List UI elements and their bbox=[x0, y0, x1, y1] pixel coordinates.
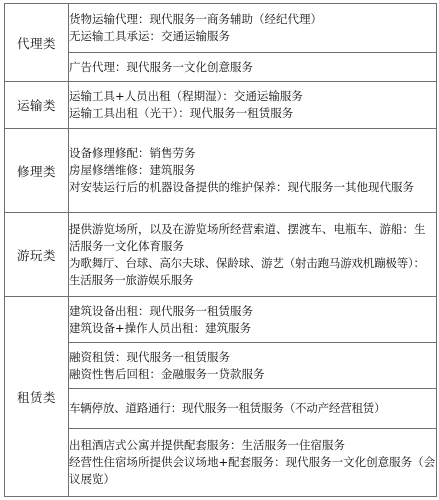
category-cell-recreation: 游玩类 bbox=[5, 213, 69, 297]
table-row bbox=[5, 297, 437, 343]
content-cell bbox=[69, 389, 437, 429]
content-line: 设备修理修配：销售劳务 bbox=[69, 146, 196, 160]
table-row bbox=[5, 82, 437, 129]
category-cell-transport: 运输类 bbox=[5, 82, 69, 129]
content-line: 提供游览场所，以及在游览场所经营索道、摆渡车、电瓶车、游船：生活服务一文化体育服务 bbox=[69, 221, 426, 253]
content-line: 为歌舞厅、台球、高尔夫球、保龄球、游艺（射击跑马游戏机蹦极等）：生活服务一旅游娱乐服务 bbox=[69, 255, 425, 287]
service-classification-table bbox=[4, 3, 437, 497]
table-row bbox=[5, 429, 437, 497]
content-line: 建筑设备+操作人员出租：建筑服务 bbox=[69, 320, 252, 335]
content-line: 出租酒店式公寓并提供配套服务：生活服务一住宿服务 bbox=[69, 438, 345, 452]
table-row bbox=[5, 4, 437, 53]
content-line: 车辆停放、道路通行：现代服务一租赁服务（不动产经营租赁） bbox=[69, 401, 386, 415]
content-line: 经营性住宿场所提供会议场地+配套服务：现代服务一文化创意服务（会议展览） bbox=[69, 455, 436, 486]
content-line: 货物运输代理：现代服务一商务辅助（经纪代理） bbox=[69, 12, 322, 26]
content-cell bbox=[69, 213, 437, 297]
content-line: 建筑设备出租：现代服务一租赁服务 bbox=[69, 303, 253, 318]
content-cell bbox=[69, 4, 437, 53]
content-line: 广告代理：现代服务一文化创意服务 bbox=[69, 59, 253, 74]
content-line: 运输工具出租（光干）：现代服务一租赁服务 bbox=[69, 106, 294, 120]
content-cell bbox=[69, 429, 437, 497]
table-row bbox=[5, 343, 437, 389]
content-line: 无运输工具承运：交通运输服务 bbox=[69, 29, 230, 43]
table-row bbox=[5, 53, 437, 82]
category-cell-leasing: 租赁类 bbox=[5, 297, 69, 497]
table-row bbox=[5, 213, 437, 297]
content-cell bbox=[69, 297, 437, 343]
content-line: 运输工具+人员出租（程期湿）：交通运输服务 bbox=[69, 89, 303, 103]
content-cell bbox=[69, 82, 437, 129]
content-cell bbox=[69, 343, 437, 389]
content-line: 对安装运行后的机器设备提供的维护保养：现代服务一其他现代服务 bbox=[69, 180, 414, 194]
content-cell bbox=[69, 53, 437, 82]
table-row bbox=[5, 129, 437, 213]
content-line: 房屋修缮维修：建筑服务 bbox=[69, 163, 196, 177]
content-line: 融资性售后回租：金融服务一贷款服务 bbox=[69, 366, 265, 381]
table-row bbox=[5, 389, 437, 429]
content-line: 融资租赁：现代服务一租赁服务 bbox=[69, 349, 230, 364]
content-cell bbox=[69, 129, 437, 213]
category-cell-agency: 代理类 bbox=[5, 4, 69, 82]
category-cell-repair: 修理类 bbox=[5, 129, 69, 213]
